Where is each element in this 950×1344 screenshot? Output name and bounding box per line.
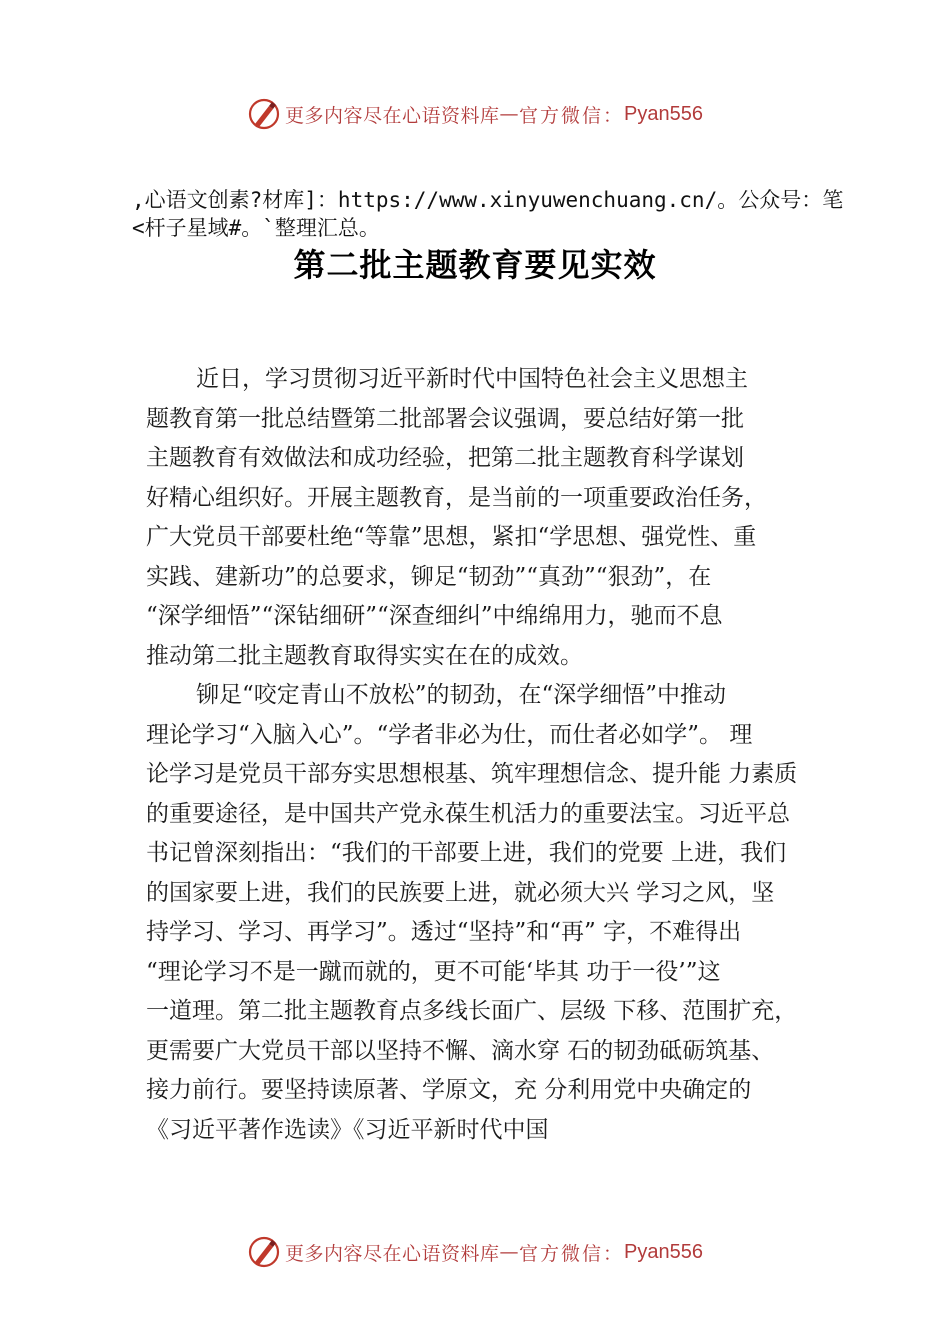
banner-dash: — — [499, 103, 520, 125]
paragraph-line: 《习近平著作选读》《习近平新时代中国 — [146, 1116, 549, 1143]
banner-text: 更多内容尽在心语资料库 — [285, 104, 500, 127]
paragraph-line: 论学习是党员干部夯实思想根基、筑牢理想信念、提升能 力素质 — [146, 761, 798, 787]
paragraph-line: 铆足“咬定青山不放松”的韧劲，在“深学细悟”中推动 — [196, 682, 727, 708]
banner-dash: — — [499, 1241, 520, 1263]
paragraph-line: 广大党员干部要杜绝“等靠”思想，紧扣“学思想、强党性、重 — [146, 524, 757, 550]
banner-wechat-id: Pyan556 — [624, 1240, 703, 1263]
footer-banner — [0, 1232, 950, 1272]
paragraph-line: 一道理。第二批主题教育点多线长面广、层级 下移、范围扩充， — [146, 998, 798, 1024]
paragraph-line: “深学细悟”“深钻细研”“深查细纠”中绵绵用力，驰而不息 — [146, 603, 723, 629]
paragraph-line: 主题教育有效做法和成功经验，把第二批主题教育科学谋划 — [146, 445, 744, 471]
paragraph-line: 书记曾深刻指出：“我们的干部要上进，我们的党要 上进，我们 — [146, 840, 787, 866]
header-banner — [0, 94, 950, 134]
paragraph-line: 题教育第一批总结暨第二批部署会议强调，要总结好第一批 — [146, 405, 744, 432]
paragraph-line: 好精心组织好。开展主题教育，是当前的一项重要政治任务， — [146, 484, 767, 511]
pen-logo-icon — [247, 1235, 281, 1269]
article-body — [146, 360, 836, 1150]
paragraph-line: 持学习、学习、再学习”。透过“坚持”和“再” 字，不难得出 — [146, 919, 742, 945]
paragraph-line: 推动第二批主题教育取得实实在在的成效。 — [146, 642, 583, 669]
paragraph-line: 近日，学习贯彻习近平新时代中国特色社会主义思想主 — [196, 366, 748, 392]
paragraph-line: “理论学习不是一蹴而就的，更不可能‘毕其 功于一役’”这 — [146, 958, 721, 985]
source-note: ,心语文创素?材库]：https://www.xinyuwenchuang.cn/。公众号：笔<杆子星域#。`整理汇总。 — [132, 188, 844, 240]
page-title: 第二批主题教育要见实效 — [293, 246, 657, 284]
banner-text: 更多内容尽在心语资料库 — [285, 1242, 500, 1265]
paragraph-line: 实践、建新功”的总要求，铆足“韧劲”“真劲”“狠劲”，在 — [146, 563, 712, 590]
pen-logo-icon — [247, 97, 281, 131]
paragraph-line: 理论学习“入脑入心”。“学者非必为仕，而仕者必如学”。 理 — [146, 721, 753, 748]
paragraph-line: 接力前行。要坚持读原著、学原文，充 分利用党中央确定的 — [146, 1077, 752, 1103]
paragraph-line: 的国家要上进，我们的民族要上进，就必须大兴 学习之风，坚 — [146, 879, 775, 906]
banner-wechat-id: Pyan556 — [624, 102, 703, 125]
paragraph-line: 更需要广大党员干部以坚持不懈、滴水穿 石的韧劲砥砺筑基、 — [146, 1037, 775, 1064]
paragraph-line: 的重要途径，是中国共产党永葆生机活力的重要法宝。习近平总 — [146, 800, 790, 827]
banner-wechat-label: 官方微信： — [519, 1242, 625, 1265]
banner-wechat-label: 官方微信： — [519, 104, 625, 127]
